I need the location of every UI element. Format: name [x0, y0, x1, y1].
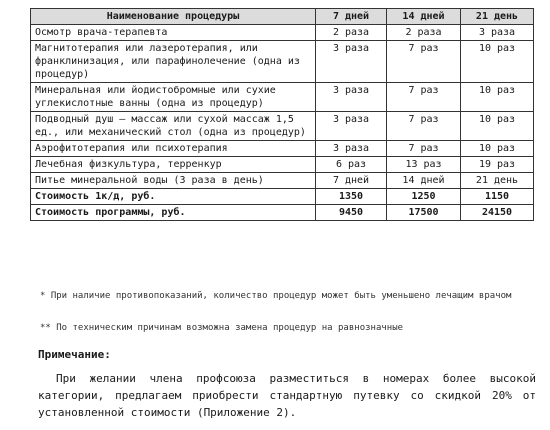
count-7: 6 раз — [316, 157, 387, 173]
table-row — [31, 157, 534, 173]
header-7-days: 7 дней — [316, 9, 387, 25]
cost-label: Стоимость программы, руб. — [31, 205, 316, 221]
count-14: 14 дней — [387, 173, 461, 189]
count-7: 3 раза — [316, 41, 387, 83]
procedure-name: Лечебная физкультура, терренкур — [31, 157, 316, 173]
table-header-row — [31, 9, 534, 25]
cost-21: 1150 — [461, 189, 534, 205]
procedures-table — [30, 8, 534, 221]
procedure-name: Подводный душ – массаж или сухой массаж 1,5 ед., или механический стол (одна из процедур) — [31, 112, 316, 141]
table-row — [31, 41, 534, 83]
count-7: 3 раза — [316, 83, 387, 112]
count-7: 3 раза — [316, 141, 387, 157]
count-14: 7 раз — [387, 141, 461, 157]
remark-text: При желании члена профсоюза разместиться в номерах более высокой категории, предлагаем приобрести стандартную путевку со скидкой 20% от установленной стоимости (Приложение 2). — [38, 372, 536, 419]
cost-14: 17500 — [387, 205, 461, 221]
header-14-days: 14 дней — [387, 9, 461, 25]
count-14: 13 раз — [387, 157, 461, 173]
remark-title: Примечание: — [38, 348, 111, 361]
footnote-replacement: ** По техническим причинам возможна замена процедур на равнозначные — [40, 323, 404, 333]
table-row — [31, 141, 534, 157]
cost-per-day-row — [31, 189, 534, 205]
table-row — [31, 173, 534, 189]
count-21: 3 раза — [461, 25, 534, 41]
program-cost-row — [31, 205, 534, 221]
count-21: 10 раз — [461, 83, 534, 112]
table-row — [31, 25, 534, 41]
count-21: 21 день — [461, 173, 534, 189]
procedure-name: Аэрофитотерапия или психотерапия — [31, 141, 316, 157]
count-21: 10 раз — [461, 112, 534, 141]
header-21-days: 21 день — [461, 9, 534, 25]
count-21: 19 раз — [461, 157, 534, 173]
header-procedure: Наименование процедуры — [31, 9, 316, 25]
count-14: 7 раз — [387, 41, 461, 83]
procedure-name: Магнитотерапия или лазеротерапия, или франклинизация, или парафинолечение (одна из процедур) — [31, 41, 316, 83]
count-21: 10 раз — [461, 141, 534, 157]
procedure-name: Минеральная или йодистобромные или сухие углекислотные ванны (одна из процедур) — [31, 83, 316, 112]
cost-21: 24150 — [461, 205, 534, 221]
cost-14: 1250 — [387, 189, 461, 205]
cost-7: 1350 — [316, 189, 387, 205]
count-14: 2 раза — [387, 25, 461, 41]
procedure-name: Осмотр врача-терапевта — [31, 25, 316, 41]
footnote-contraindications: * При наличие противопоказаний, количество процедур может быть уменьшено лечащим врачом — [40, 291, 512, 301]
table-row — [31, 112, 534, 141]
cost-label: Стоимость 1к/д, руб. — [31, 189, 316, 205]
count-21: 10 раз — [461, 41, 534, 83]
cost-7: 9450 — [316, 205, 387, 221]
count-14: 7 раз — [387, 83, 461, 112]
count-7: 7 дней — [316, 173, 387, 189]
procedure-name: Питье минеральной воды (3 раза в день) — [31, 173, 316, 189]
table-row — [31, 83, 534, 112]
count-14: 7 раз — [387, 112, 461, 141]
count-7: 2 раза — [316, 25, 387, 41]
count-7: 3 раза — [316, 112, 387, 141]
